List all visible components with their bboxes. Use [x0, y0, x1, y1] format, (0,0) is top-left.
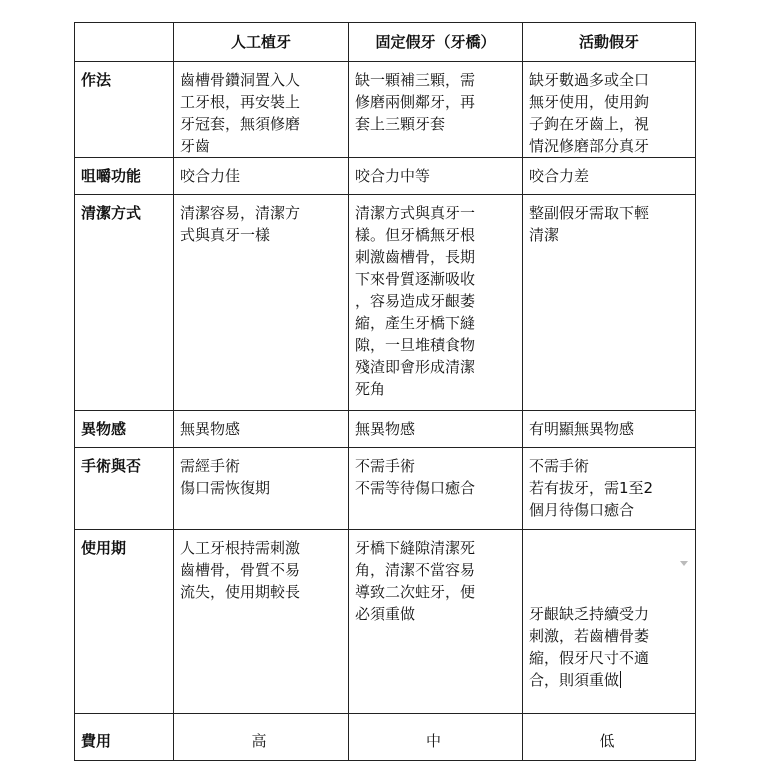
header-row: [75, 23, 696, 62]
cell-cleaning-bridge[interactable]: 清潔方式與真牙一 樣。但牙橋無牙根 刺激齒槽骨，長期 下來骨質逐漸吸收 ，容易造成牙齦萎 縮，產生牙橋下縫 隙，一旦堆積食物 殘渣即會形成清潔 死角: [349, 195, 523, 411]
table-row-lifespan: [75, 530, 696, 714]
cell-cost-denture[interactable]: 低: [523, 714, 696, 761]
table-row-method: [75, 62, 696, 158]
cell-surgery-bridge[interactable]: 不需手術 不需等待傷口癒合: [349, 448, 523, 530]
table-row-cleaning: [75, 195, 696, 411]
cell-lifespan-denture[interactable]: [523, 530, 696, 714]
row-label-cleaning: 清潔方式: [75, 195, 174, 411]
cell-dropdown-arrow-icon[interactable]: [680, 561, 688, 566]
row-label-surgery: 手術與否: [75, 448, 174, 530]
cell-lifespan-denture-text: 牙齦缺乏持續受力 刺激，若齒槽骨萎 縮，假牙尺寸不適 合，則須重做: [529, 605, 650, 689]
cell-chewing-bridge[interactable]: 咬合力中等: [349, 158, 523, 195]
row-label-foreign-body: 異物感: [75, 411, 174, 448]
cell-lifespan-bridge[interactable]: 牙橋下縫隙清潔死 角，清潔不當容易 導致二次蛀牙，便 必須重做: [349, 530, 523, 714]
table-row-chewing: [75, 158, 696, 195]
cell-surgery-implant[interactable]: 需經手術 傷口需恢復期: [174, 448, 349, 530]
cell-cleaning-implant[interactable]: 清潔容易，清潔方 式與真牙一樣: [174, 195, 349, 411]
cell-cleaning-denture[interactable]: 整副假牙需取下輕 清潔: [523, 195, 696, 411]
header-corner-cell: [75, 23, 174, 62]
row-label-method: 作法: [75, 62, 174, 158]
cell-foreign-bridge[interactable]: 無異物感: [349, 411, 523, 448]
cell-lifespan-denture-wrap: [529, 559, 691, 691]
row-label-chewing: 咀嚼功能: [75, 158, 174, 195]
table-row-surgery: [75, 448, 696, 530]
cell-method-denture[interactable]: 缺牙數過多或全口 無牙使用，使用鉤 子鉤在牙齒上，視 情況修磨部分真牙: [523, 62, 696, 158]
header-implant: 人工植牙: [174, 23, 349, 62]
header-fixed-bridge: 固定假牙（牙橋）: [349, 23, 523, 62]
row-label-lifespan: 使用期: [75, 530, 174, 714]
table-row-foreign-body: [75, 411, 696, 448]
text-cursor-icon: [620, 671, 621, 688]
cell-surgery-denture[interactable]: 不需手術 若有拔牙，需1至2 個月待傷口癒合: [523, 448, 696, 530]
cell-lifespan-implant[interactable]: 人工牙根持需刺激 齒槽骨，骨質不易 流失，使用期較長: [174, 530, 349, 714]
cell-foreign-denture[interactable]: 有明顯無異物感: [523, 411, 696, 448]
table-row-cost: [75, 714, 696, 761]
header-removable-denture: 活動假牙: [523, 23, 696, 62]
cell-chewing-denture[interactable]: 咬合力差: [523, 158, 696, 195]
cell-method-bridge[interactable]: 缺一顆補三顆，需 修磨兩側鄰牙，再 套上三顆牙套: [349, 62, 523, 158]
cell-chewing-implant[interactable]: 咬合力佳: [174, 158, 349, 195]
cell-foreign-implant[interactable]: 無異物感: [174, 411, 349, 448]
cell-cost-bridge[interactable]: 中: [349, 714, 523, 761]
comparison-table: [74, 22, 696, 761]
cell-method-implant[interactable]: 齒槽骨鑽洞置入人 工牙根，再安裝上 牙冠套，無須修磨 牙齒: [174, 62, 349, 158]
row-label-cost: 費用: [75, 714, 174, 761]
cell-cost-implant[interactable]: 高: [174, 714, 349, 761]
